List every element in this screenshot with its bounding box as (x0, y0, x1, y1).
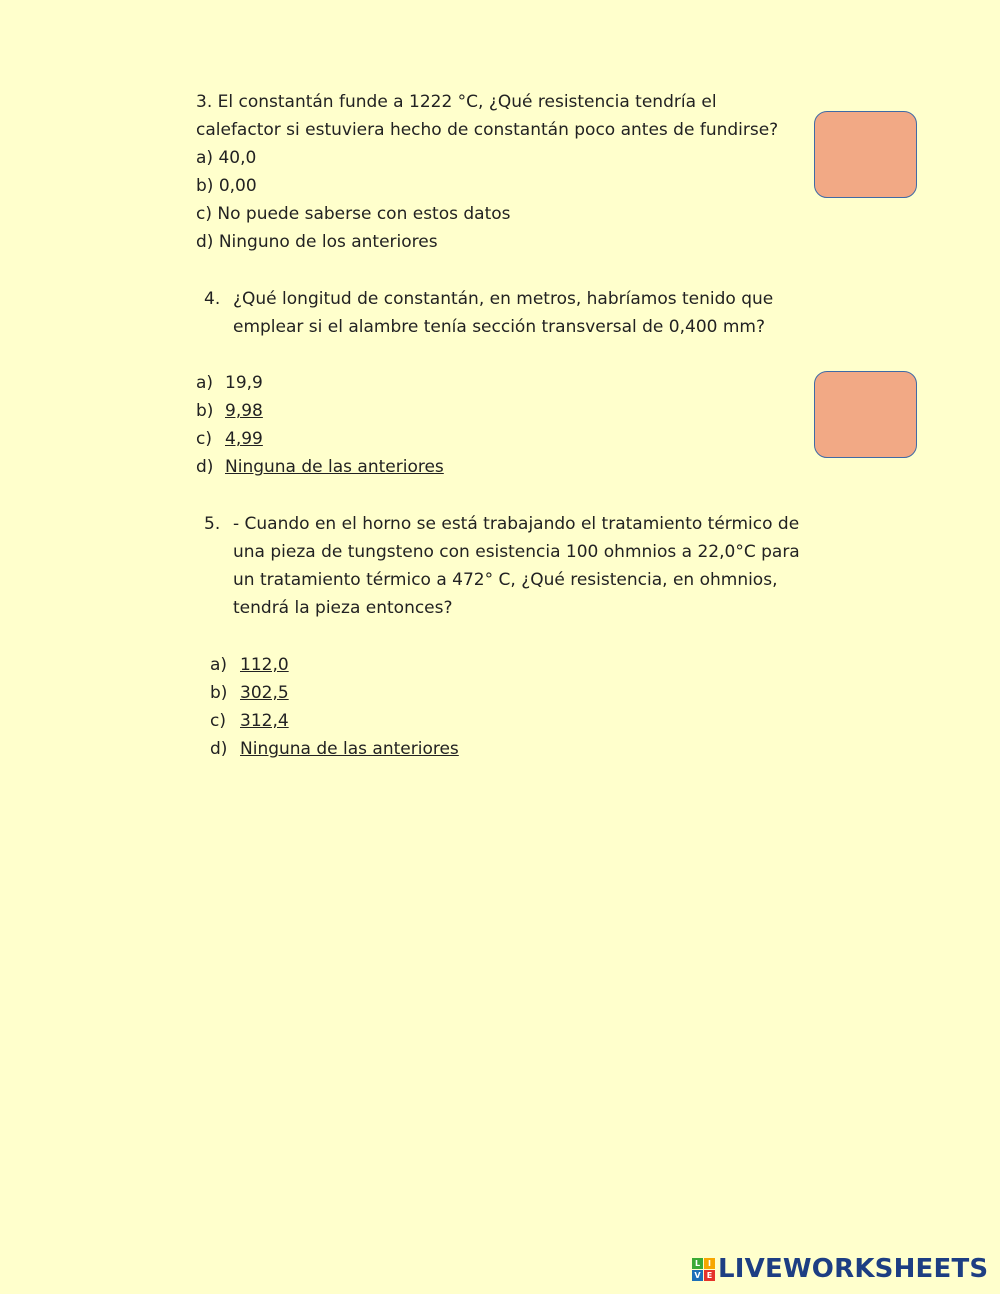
question-5-line-1: - Cuando en el horno se está trabajando el tratamiento térmico de (233, 514, 800, 534)
question-4-option-d-letter: d) (196, 457, 214, 477)
live-grid-icon (692, 1258, 715, 1281)
question-5-option-a-letter: a) (210, 655, 228, 675)
question-4-option-b-value: 9,98 (225, 401, 263, 421)
question-4-option-c-value: 4,99 (225, 429, 263, 449)
question-4-option-a-letter: a) (196, 373, 214, 393)
question-3-option-a: a) 40,0 (196, 148, 257, 168)
question-4-option-c-letter: c) (196, 429, 212, 449)
question-4-number: 4. (204, 289, 221, 309)
question-5-option-d-value: Ninguna de las anteriores (240, 739, 459, 759)
question-5-option-b-letter: b) (210, 683, 228, 703)
question-5-option-c-letter: c) (210, 711, 226, 731)
question-3-line-2: calefactor si estuviera hecho de constantán poco antes de fundirse? (196, 120, 779, 140)
answer-box-question-4[interactable] (814, 371, 917, 458)
liveworksheets-logo (692, 1254, 988, 1284)
logo-letter-e: E (704, 1270, 715, 1281)
question-5-line-4: tendrá la pieza entonces? (233, 598, 453, 618)
question-4-option-d-value: Ninguna de las anteriores (225, 457, 444, 477)
question-4-option-a-value: 19,9 (225, 373, 263, 393)
logo-letter-v: V (692, 1270, 703, 1281)
question-5-option-d-letter: d) (210, 739, 228, 759)
question-4-line-2: emplear si el alambre tenía sección transversal de 0,400 mm? (233, 317, 765, 337)
question-4-option-b-letter: b) (196, 401, 214, 421)
logo-letter-i: I (704, 1258, 715, 1269)
question-5-number: 5. (204, 514, 221, 534)
logo-letter-l: L (692, 1258, 703, 1269)
question-3-option-c: c) No puede saberse con estos datos (196, 204, 511, 224)
answer-box-question-3[interactable] (814, 111, 917, 198)
question-5-option-a-value: 112,0 (240, 655, 289, 675)
question-4-line-1: ¿Qué longitud de constantán, en metros, habríamos tenido que (233, 289, 774, 309)
question-5-line-3: un tratamiento térmico a 472° C, ¿Qué resistencia, en ohmnios, (233, 570, 778, 590)
question-3-line-1: 3. El constantán funde a 1222 °C, ¿Qué resistencia tendría el (196, 92, 717, 112)
logo-text: LIVEWORKSHEETS (718, 1254, 989, 1284)
question-5-line-2: una pieza de tungsteno con esistencia 100 ohmnios a 22,0°C para (233, 542, 800, 562)
question-5-option-c-value: 312,4 (240, 711, 289, 731)
question-5-option-b-value: 302,5 (240, 683, 289, 703)
question-3-option-b: b) 0,00 (196, 176, 257, 196)
question-3-option-d: d) Ninguno de los anteriores (196, 232, 438, 252)
